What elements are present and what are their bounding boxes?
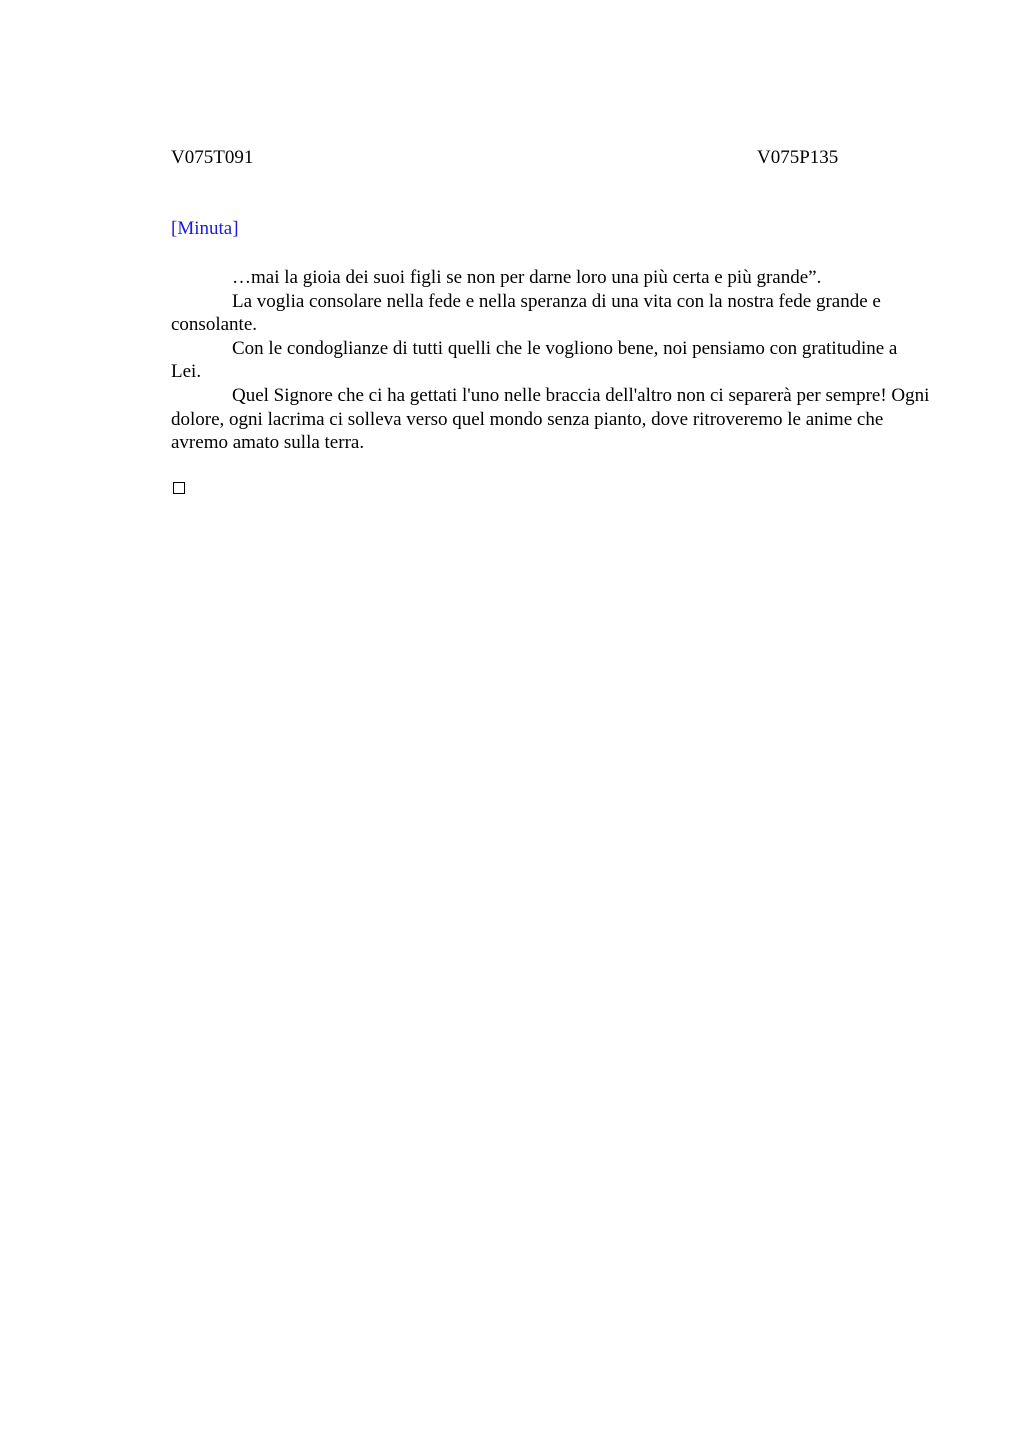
document-code-left: V075T091	[171, 147, 254, 168]
paragraph-2: La voglia consolare nella fede e nella speranza di una vita con la nostra fede grande e consolante.	[171, 290, 881, 336]
paragraph-3: Con le condoglianze di tutti quelli che le vogliono bene, noi pensiamo con gratitudine a Lei.	[171, 337, 898, 383]
letter-body	[171, 266, 931, 455]
document-code-right: V075P135	[757, 147, 839, 168]
paragraph-4: Quel Signore che ci ha gettati l'uno nelle braccia dell'altro non ci separerà per sempre! Ogni dolore, ogni lacrima ci solleva verso quel mondo senza pianto, dove ritroveremo le anime che avremo amato sulla terra.	[171, 384, 930, 454]
minuta-label: [Minuta]	[171, 218, 239, 239]
empty-square-icon	[173, 482, 185, 494]
paragraph-1: …mai la gioia dei suoi figli se non per darne loro una più certa e più grande”.	[232, 267, 822, 288]
